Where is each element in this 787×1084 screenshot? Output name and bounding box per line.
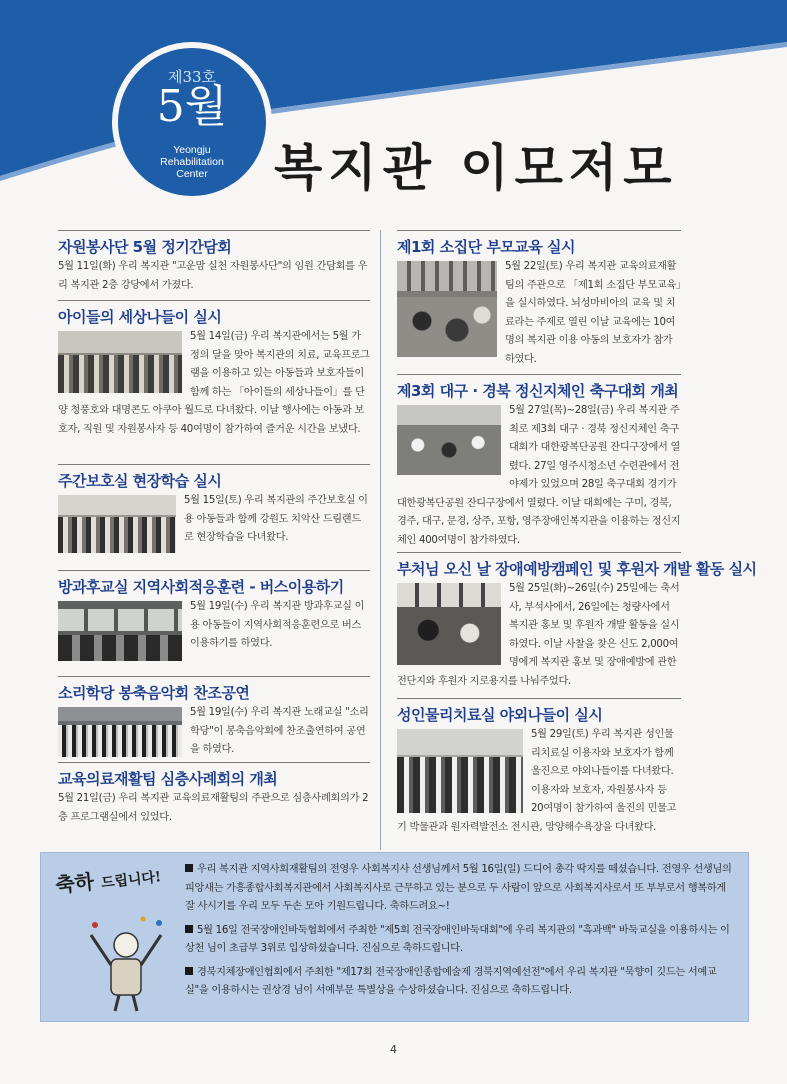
article-bus-training	[58, 570, 370, 663]
article-body: 5월 27일(목)~28일(금) 우리 복지관 주최로 제3회 대구 · 경북 정신지체인 축구대회가 대한광복단공원 잔디구장에서 열렸다. 27일 영주시청소년 수련관에서 전야제가 있었으며 28일 축구대회 경기가 대한광복단공원 잔디구장에서 열렸다. 이날 대회에는 구미, 경북, 경주, 대구, 문경, 상주, 포항, 영주장애인복지관을 이용하는 정신지체인 400여명이 참가하였다.	[397, 405, 681, 546]
article-title: 방과후교실 지역사회적응훈련 - 버스이용하기	[58, 570, 370, 598]
congrats-item: 우리 복지관 지역사회재활팀의 전영우 사회복지사 선생님께서 5월 16일(일) 드디어 총각 딱지를 떼셨습니다. 전영우 선생님의 피앙새는 가흥종합사회복지관에서 사회복지사로 근무하고 있는 분으로 두 사람이 앞으로 사회복지사로서 또 부부로서 행복하게 잘 사시기를 우리 모두 두손 모아 기원드립니다. 축하드려요~!	[185, 864, 732, 912]
congrats-item: 5월 16일 전국장애인바둑협회에서 주최한 "제5회 전국장애인바둑대회"에 우리 복지관의 "흑과백" 바둑교실을 이용하시는 이상천 님이 초급부 3위로 입상하셨습니다. 진심으로 축하드립니다.	[185, 924, 730, 954]
congrats-item: 경북지체장애인협회에서 주최한 "제17회 전국장애인종합예술제 경북지역예선전"에서 우리 복지관 "묵향이 깃드는 서예교실"을 이용하시는 권상경 님이 서예부문 특별상을 수상하셨습니다. 진심으로 축하드립니다.	[185, 966, 717, 996]
page-title: 복지관 이모저모	[274, 138, 678, 197]
article-title: 소리학당 봉축음악회 찬조공연	[58, 676, 370, 704]
article-body: 5월 22일(토) 우리 복지관 교육의료재활팀의 주관으로 「제1회 소집단 부모교육」을 실시하였다. 뇌성마비아의 교육 및 치료라는 주제로 열린 이날 교육에는 10여명의 복지관 이용 아동의 보호자가 참가하였다.	[505, 261, 681, 365]
photo-children-outing	[58, 331, 182, 393]
article-volunteer-meeting	[58, 230, 370, 295]
article-body: 5월 19일(수) 우리 복지관 노래교실 "소리학당"이 봉축음악회에 찬조출연하여 공연을 하였다.	[190, 707, 369, 755]
article-title: 주간보호실 현장학습 실시	[58, 464, 370, 492]
article-daycare-field-trip	[58, 464, 370, 555]
article-title: 부처님 오신 날 장애예방캠페인 및 후원자 개발 활동 실시	[397, 552, 681, 580]
article-title: 제3회 대구 · 경북 정신지체인 축구대회 개최	[397, 374, 681, 402]
article-body: 5월 21일(금) 우리 복지관 교육의료재활팀의 주관으로 심층사례회의가 2층 프로그램실에서 있었다.	[58, 793, 369, 823]
photo-adult-outing	[397, 729, 523, 813]
congratulations-title: 축하 드립니다!	[54, 869, 162, 898]
photo-soccer	[397, 405, 501, 475]
article-body: 5월 11일(화) 우리 복지관 "고운맘 실천 자원봉사단"의 임원 간담회를 우리 복지관 2층 강당에서 가졌다.	[58, 261, 368, 291]
article-body: 5월 19일(수) 우리 복지관 방과후교실 이용 아동들이 지역사회적응훈련으로 버스이용하기를 하였다.	[190, 601, 365, 649]
article-temple-campaign	[397, 552, 757, 691]
article-case-conference	[58, 762, 370, 827]
photo-daycare-trip	[58, 495, 176, 553]
photo-choir	[58, 707, 182, 757]
article-parent-education	[397, 230, 681, 369]
article-body: 5월 14일(금) 우리 복지관에서는 5월 가정의 달을 맞아 복지관의 치료, 교육프로그램을 이용하고 있는 아동들과 보호자들이 함께 하는 「아이들의 세상나들이」를 단양 청풍호와 대명콘도 아쿠아 월드로 다녀왔다. 이날 행사에는 아동과 보호자, 직원 및 자원봉사자 등 40여명이 참가하여 즐거운 시간을 보냈다.	[58, 331, 370, 435]
article-title: 자원봉사단 5월 정기간담회	[58, 230, 370, 258]
photo-bus-training	[58, 601, 182, 661]
article-title: 성인물리치료실 야외나들이 실시	[397, 698, 681, 726]
photo-temple-campaign	[397, 583, 501, 665]
issue-badge	[118, 48, 266, 196]
issue-month: 5월	[156, 81, 228, 132]
article-body: 5월 25일(화)~26일(수) 25일에는 축서사, 부석사에서, 26일에는 청량사에서 복지관 홍보 및 후원자 개발 활동을 실시하였다. 이날 사찰을 찾은 신도 2,000여명에게 복지관 홍보 및 장애예방에 관한 전단지와 후원자 지로용지를 나눠주었다.	[397, 583, 680, 687]
article-body: 5월 15일(토) 우리 복지관의 주간보호실 이용 아동들과 함께 강원도 치악산 드림랜드로 현장학습을 다녀왔다.	[184, 495, 368, 543]
photo-parent-education	[397, 261, 497, 357]
article-title: 제1회 소집단 부모교육 실시	[397, 230, 681, 258]
column-divider	[380, 230, 381, 850]
celebration-figure-icon	[81, 913, 171, 1013]
article-adult-outing	[397, 698, 681, 837]
congratulations-list	[185, 861, 733, 1006]
article-title: 교육의료재활팀 심층사례회의 개최	[58, 762, 370, 790]
page-number: 4	[390, 1043, 397, 1056]
article-title: 아이들의 세상나들이 실시	[58, 300, 370, 328]
article-soccer-tournament	[397, 374, 681, 550]
article-children-outing	[58, 300, 370, 439]
org-name: Yeongju Rehabilitation Center	[160, 144, 224, 180]
issue-number: 제33호	[167, 68, 217, 86]
article-body: 5월 29일(토) 우리 복지관 성인물리치료실 이용자와 보호자가 함께 울진으로 야외나들이를 다녀왔다. 이용자와 보호자, 자원봉사자 등 20여명이 참가하여 울진의 민물고기 박물관과 원자력발전소 전시관, 망양해수욕장을 다녀왔다.	[397, 729, 677, 833]
congratulations-box	[40, 852, 749, 1022]
article-choir-performance	[58, 676, 370, 760]
